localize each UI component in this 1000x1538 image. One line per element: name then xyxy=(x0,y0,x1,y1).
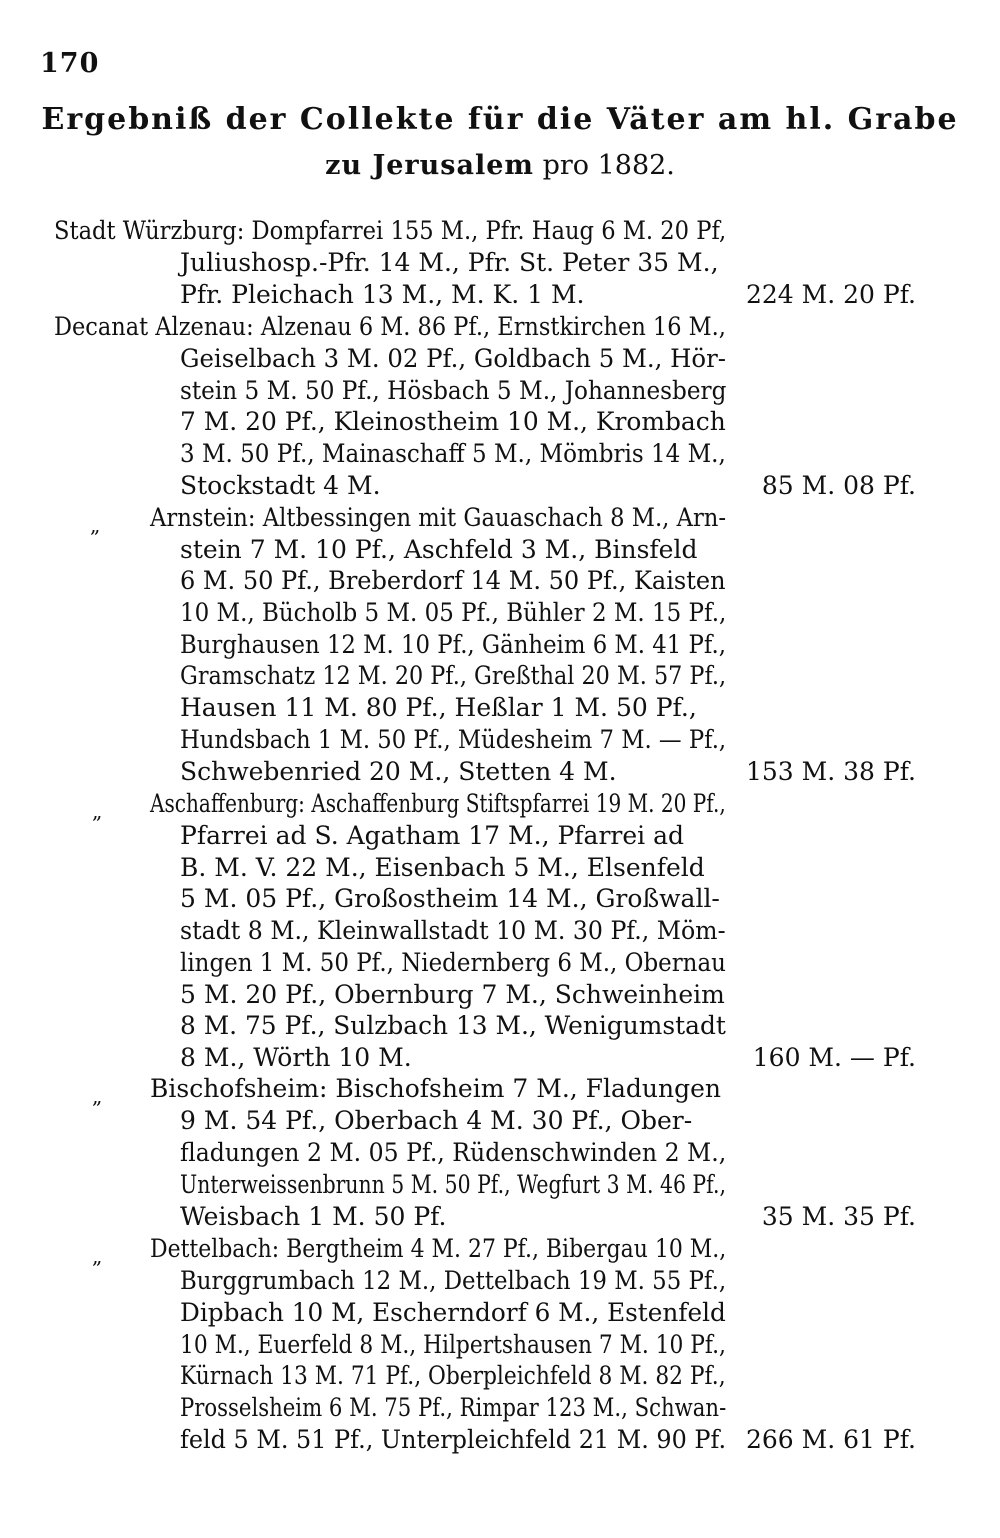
entry-line: Weisbach 1 M. 50 Pf. xyxy=(180,1202,447,1231)
entry-line: Schwebenried 20 M., Stetten 4 M. xyxy=(180,757,617,786)
page-title: Ergebniß der Collekte für die Väter am hl. Grabe xyxy=(41,102,959,137)
entry-line: B. M. V. 22 M., Eisenbach 5 M., Elsenfeld xyxy=(180,853,705,882)
entry-line: lingen 1 M. 50 Pf., Niedernberg 6 M., Obernau xyxy=(180,948,726,977)
entry-total: 153 M. 38 Pf. xyxy=(745,757,916,786)
entry-line: 5 M. 05 Pf., Großostheim 14 M., Großwall- xyxy=(180,884,720,913)
ditto-mark: „ xyxy=(90,513,101,537)
entry-line: 9 M. 54 Pf., Oberbach 4 M. 30 Pf., Ober- xyxy=(180,1106,693,1135)
entry-line: Stadt Würzburg: Dompfarrei 155 M., Pfr. Haug 6 M. 20 Pf, xyxy=(54,216,727,245)
entry-line: 8 M. 75 Pf., Sulzbach 13 M., Wenigumstadt xyxy=(180,1011,726,1040)
page-subtitle xyxy=(0,150,1000,181)
ditto-mark: „ xyxy=(92,799,103,823)
entry-line: 3 M. 50 Pf., Mainaschaff 5 M., Mömbris 14 M., xyxy=(180,439,726,468)
entry-line: stein 5 M. 50 Pf., Hösbach 5 M., Johannesberg xyxy=(180,376,727,405)
entry-line: Pfr. Pleichach 13 M., M. K. 1 M. xyxy=(180,280,585,309)
entry-line: Burghausen 12 M. 10 Pf., Gänheim 6 M. 41 Pf., xyxy=(180,630,726,659)
entry-line: Hundsbach 1 M. 50 Pf., Müdesheim 7 M. — Pf., xyxy=(180,725,727,754)
entry-line: stein 7 M. 10 Pf., Aschfeld 3 M., Binsfeld xyxy=(180,535,698,564)
entry-total: 266 M. 61 Pf. xyxy=(745,1425,916,1454)
entry-line: Kürnach 13 M. 71 Pf., Oberpleichfeld 8 M. 82 Pf., xyxy=(180,1361,726,1390)
entry-line: Pfarrei ad S. Agatham 17 M., Pfarrei ad xyxy=(180,821,684,850)
entry-line: Unterweissenbrunn 5 M. 50 Pf., Wegfurt 3 M. 46 Pf., xyxy=(180,1170,726,1199)
entry-line: 10 M., Bücholb 5 M. 05 Pf., Bühler 2 M. 15 Pf., xyxy=(180,598,727,627)
subtitle-year: pro 1882. xyxy=(533,150,675,181)
entry-line: Dettelbach: Bergtheim 4 M. 27 Pf., Bibergau 10 M., xyxy=(150,1234,727,1263)
entry-line: stadt 8 M., Kleinwallstadt 10 M. 30 Pf., Möm- xyxy=(180,916,726,945)
entry-line: 8 M., Wörth 10 M. xyxy=(180,1043,412,1072)
entry-line: 6 M. 50 Pf., Breberdorf 14 M. 50 Pf., Kaisten xyxy=(180,566,726,595)
entry-line: Hausen 11 M. 80 Pf., Heßlar 1 M. 50 Pf., xyxy=(180,693,697,722)
entry-line: Geiselbach 3 M. 02 Pf., Goldbach 5 M., Hör- xyxy=(180,344,726,373)
entry-line: feld 5 M. 51 Pf., Unterpleichfeld 21 M. 90 Pf. xyxy=(180,1425,727,1454)
entry-line: Decanat Alzenau: Alzenau 6 M. 86 Pf., Ernstkirchen 16 M., xyxy=(54,312,726,341)
entry-line: Stockstadt 4 M. xyxy=(180,471,381,500)
entry-total: 224 M. 20 Pf. xyxy=(745,280,916,309)
ditto-mark: „ xyxy=(92,1084,103,1108)
entry-line: Arnstein: Altbessingen mit Gauaschach 8 M., Arn- xyxy=(150,503,727,532)
entry-line: 7 M. 20 Pf., Kleinostheim 10 M., Krombach xyxy=(180,407,726,436)
entry-total: 160 M. — Pf. xyxy=(752,1043,916,1072)
entry-line: Dipbach 10 M, Escherndorf 6 M., Estenfeld xyxy=(180,1298,726,1327)
entry-line: 5 M. 20 Pf., Obernburg 7 M., Schweinheim xyxy=(180,980,725,1009)
ditto-mark: „ xyxy=(92,1244,103,1268)
entry-line: Prosselsheim 6 M. 75 Pf., Rimpar 123 M., Schwan- xyxy=(180,1393,727,1422)
entry-total: 35 M. 35 Pf. xyxy=(761,1202,916,1231)
entry-line: Gramschatz 12 M. 20 Pf., Greßthal 20 M. 57 Pf., xyxy=(180,661,727,690)
entry-line: fladungen 2 M. 05 Pf., Rüdenschwinden 2 M., xyxy=(180,1138,727,1167)
entry-line: Juliushosp.-Pfr. 14 M., Pfr. St. Peter 35 M., xyxy=(180,248,719,277)
entry-line: Aschaffenburg: Aschaffenburg Stiftspfarrei 19 M. 20 Pf., xyxy=(150,789,726,818)
page-number: 170 xyxy=(40,48,100,79)
subtitle-place: zu Jerusalem xyxy=(325,150,534,181)
entry-line: Bischofsheim: Bischofsheim 7 M., Fladungen xyxy=(150,1074,722,1103)
entry-total: 85 M. 08 Pf. xyxy=(761,471,916,500)
entry-line: Burggrumbach 12 M., Dettelbach 19 M. 55 Pf., xyxy=(180,1266,727,1295)
entry-line: 10 M., Euerfeld 8 M., Hilpertshausen 7 M. 10 Pf., xyxy=(180,1330,726,1359)
